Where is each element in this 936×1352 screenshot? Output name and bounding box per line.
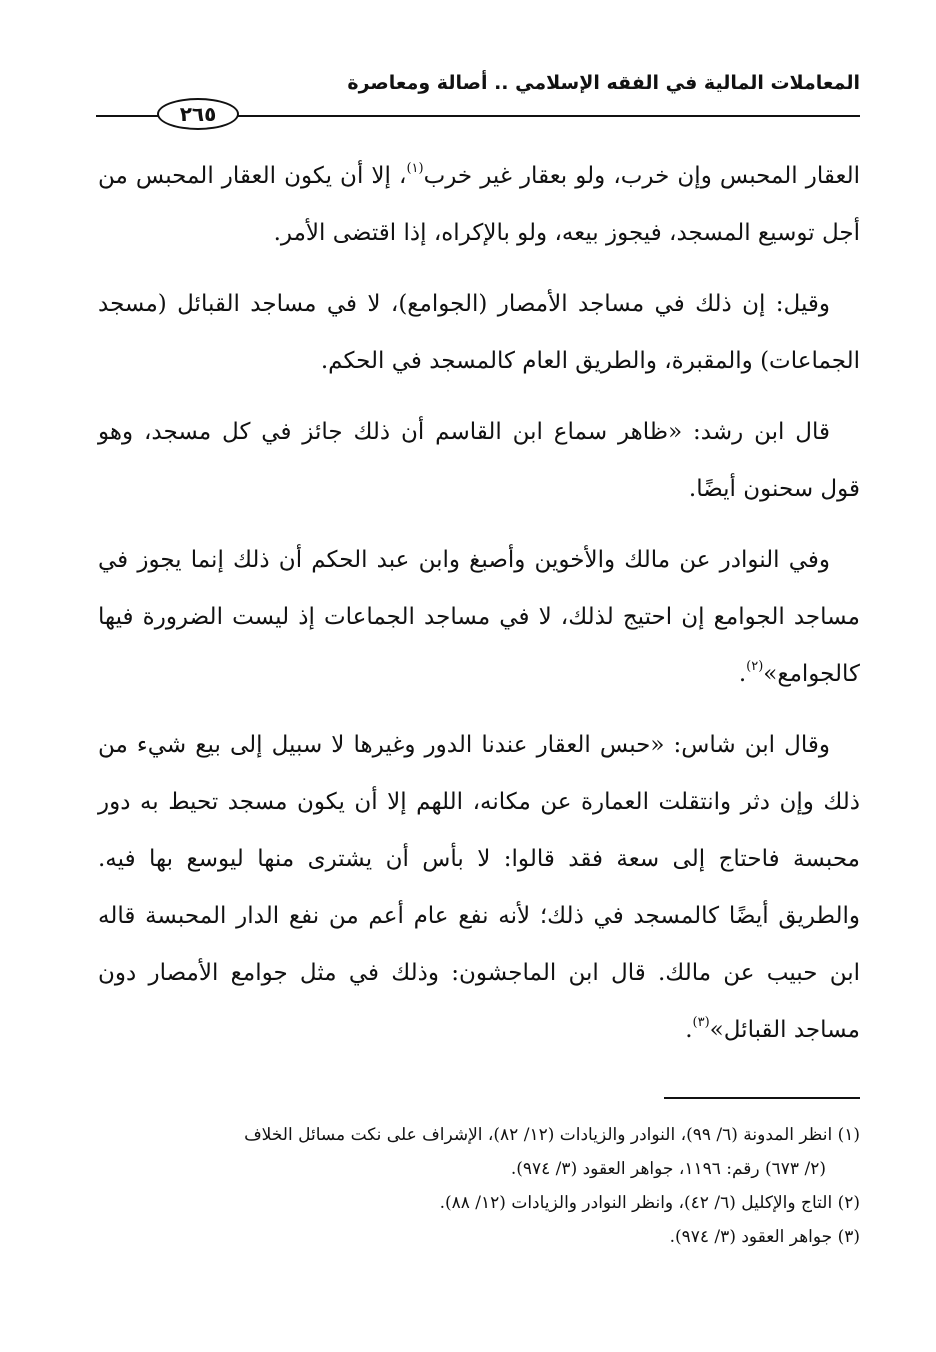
paragraph [98,404,860,518]
paragraph-text: . [738,661,747,687]
body-text [98,148,860,1073]
footnote: (٣) جواهر العقود (٣/ ٩٧٤). [669,1227,860,1247]
paragraph-text: . [685,1017,693,1043]
footnote-ref: (١) [406,161,424,176]
footnote-continuation: (٢/ ٦٧٣) رقم: ١١٩٦، جواهر العقود (٣/ ٩٧٤). [510,1159,826,1179]
footnote: (٢) التاج والإكليل (٦/ ٤٢)، وانظر النوادر والزيادات (١٢/ ٨٨). [439,1193,860,1213]
footnote: (١) انظر المدونة (٦/ ٩٩)، النوادر والزيادات (١٢/ ٨٢)، الإشراف على نكت مسائل الخلاف [244,1125,860,1145]
paragraph [98,532,860,703]
page-number: ٢٦٥ [157,98,239,130]
footnotes [98,1118,860,1254]
paragraph-text: ، إلا أن يكون العقار المحبس من أجل توسيع المسجد، فيجوز بيعه، ولو بالإكراه، إذا اقتضى الأمر. [98,163,860,246]
paragraph-text: وقيل: إن ذلك في مساجد الأمصار (الجوامع)، لا في مساجد القبائل (مسجد الجماعات) والمقبرة، والطريق العام كالمسجد في الحكم. [98,291,860,374]
paragraph-text: وقال ابن شاس: «حبس العقار عندنا الدور وغيرها لا سبيل إلى بيع شيء من ذلك وإن دثر وانتقلت العمارة عن مكانه، اللهم إلا أن يكون مسجد تحيط به دور محبسة فاحتاج إلى سعة فقد قالوا: لا بأس أن يشترى منها ليوسع بها فيه. والطريق أيضًا كالمسجد في ذلك؛ لأنه نفع عام أعم من نفع الدار المحبسة قاله ابن حبيب عن مالك. قال ابن الماجشون: وذلك في مثل جوامع الأمصار دون مساجد القبائل» [98,732,860,1043]
running-title: المعاملات المالية في الفقه الإسلامي .. أصالة ومعاصرة [347,72,860,94]
paragraph-text: العقار المحبس وإن خرب، ولو بعقار غير خرب [423,163,860,189]
paragraph-text: قال ابن رشد: «ظاهر سماع ابن القاسم أن ذلك جائز في كل مسجد، وهو قول سحنون أيضًا. [98,419,860,502]
footnote-ref: (٢) [746,659,764,674]
paragraph [98,276,860,390]
paragraph-text: وفي النوادر عن مالك والأخوين وأصبغ وابن عبد الحكم أن ذلك إنما يجوز في مساجد الجوامع إن احتيج لذلك، لا في مساجد الجماعات إذ ليست الضرورة فيها كالجوامع» [98,547,860,687]
footnote-ref: (٣) [692,1015,710,1030]
paragraph [98,717,860,1059]
footnote-separator [664,1097,860,1099]
paragraph [98,148,860,262]
